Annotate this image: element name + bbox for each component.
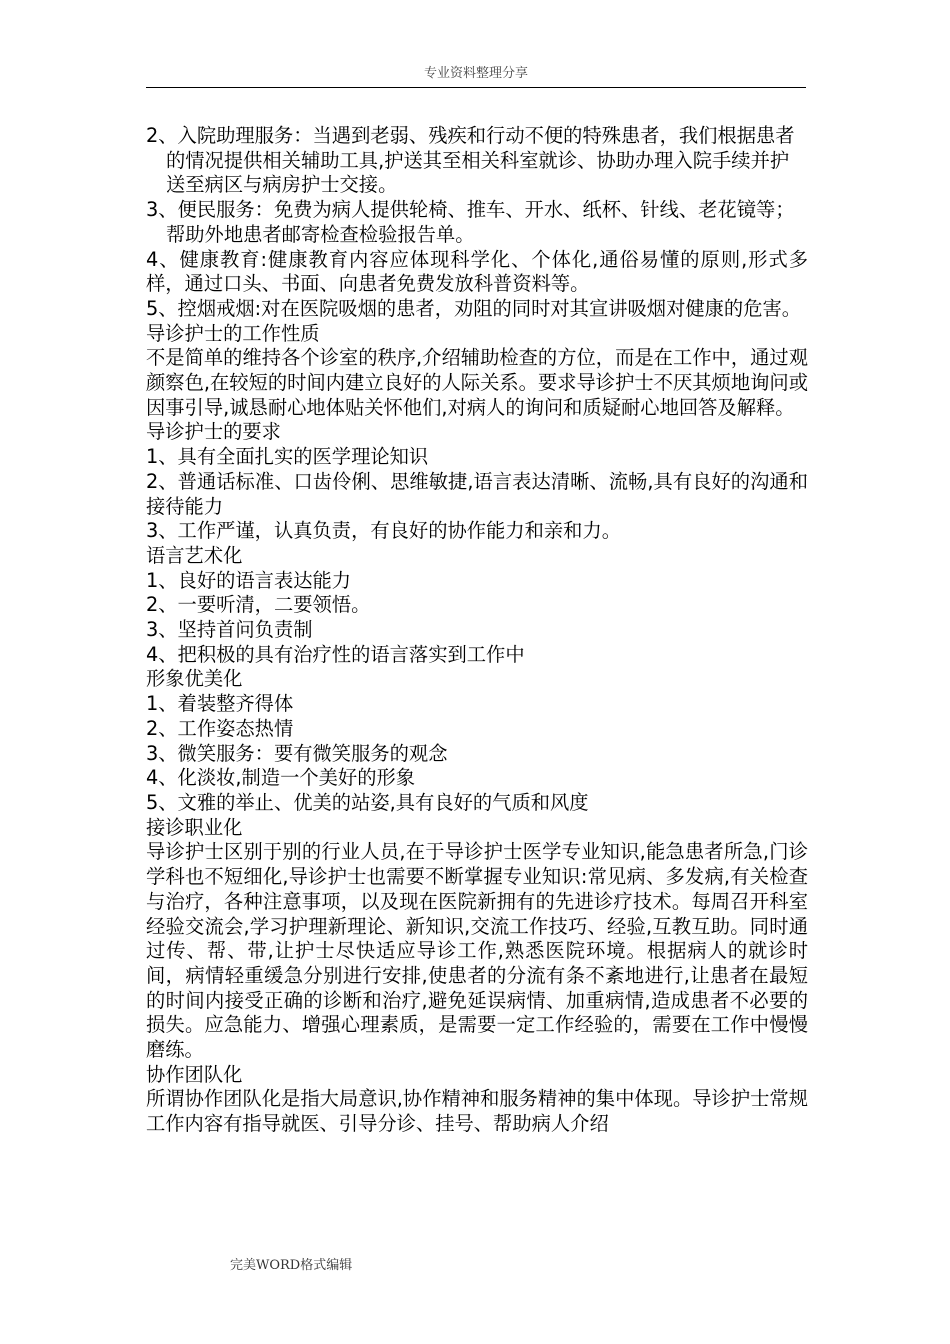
paragraph: 3、微笑服务：要有微笑服务的观念 [146, 741, 448, 765]
paragraph: 导诊护士的工作性质 [146, 321, 320, 345]
paragraph: 所谓协作团队化是指大局意识,协作精神和服务精神的集中体现。导诊护士常规工作内容有指导就医、引导分诊、挂号、帮助病人介绍 [146, 1087, 808, 1136]
paragraph: 4、把积极的具有治疗性的语言落实到工作中 [146, 642, 525, 666]
document-body [146, 124, 808, 1137]
paragraph: 4、健康教育:健康教育内容应体现科学化、个体化,通俗易懂的原则,形式多样，通过口头、书面、向患者免费发放科普资料等。 [146, 247, 808, 296]
paragraph: 形象优美化 [146, 667, 243, 691]
paragraph: 4、化淡妆,制造一个美好的形象 [146, 766, 416, 790]
paragraph: 接诊职业化 [146, 815, 243, 839]
paragraph: 5、控烟戒烟:对在医院吸烟的患者，劝阻的同时对其宣讲吸烟对健康的危害。 [146, 296, 802, 320]
paragraph: 3、工作严谨，认真负责，有良好的协作能力和亲和力。 [146, 519, 622, 543]
paragraph: 不是简单的维持各个诊室的秩序,介绍辅助检查的方位，而是在工作中，通过观颜察色,在较短的时间内建立良好的人际关系。要求导诊护士不厌其烦地询问或因事引导,诚恳耐心地体贴关怀他们,对病人的询问和质疑耐心地回答及解释。 [146, 346, 808, 419]
paragraph: 导诊护士区别于别的行业人员,在于导诊护士医学专业知识,能急患者所急,门诊学科也不短细化,导诊护士也需要不断掌握专业知识:常见病、多发病,有关检查与治疗，各种注意事项，以及现在医院新拥有的先进诊疗技术。每周召开科室经验交流会,学习护理新理论、新知识,交流工作技巧、经验,互教互助。同时通过传、帮、带,让护士尽快适应导诊工作,熟悉医院环境。根据病人的就诊时间，病情轻重缓急分别进行安排,使患者的分流有条不紊地进行,让患者在最短的时间内接受正确的诊断和治疗,避免延误病情、加重病情,造成患者不必要的损失。应急能力、增强心理素质，是需要一定工作经验的，需要在工作中慢慢磨练。 [146, 840, 808, 1062]
paragraph: 2、入院助理服务：当遇到老弱、残疾和行动不便的特殊患者，我们根据患者的情况提供相关辅助工具,护送其至相关科室就诊、协助办理入院手续并护送至病区与病房护士交接。 [146, 124, 795, 197]
paragraph: 导诊护士的要求 [146, 420, 281, 444]
paragraph: 3、便民服务：免费为病人提供轮椅、推车、开水、纸杯、针线、老花镜等；帮助外地患者邮寄检查检验报告单。 [146, 198, 795, 246]
paragraph: 3、坚持首问负责制 [146, 618, 313, 642]
paragraph: 2、工作姿态热情 [146, 716, 294, 740]
page-footer [230, 1254, 352, 1273]
paragraph: 1、着装整齐得体 [146, 692, 294, 716]
paragraph: 语言艺术化 [146, 543, 243, 567]
page-header [146, 62, 806, 88]
paragraph: 1、良好的语言表达能力 [146, 568, 352, 592]
paragraph: 5、文雅的举止、优美的站姿,具有良好的气质和风度 [146, 790, 589, 814]
paragraph: 2、普通话标准、口齿伶俐、思维敏捷,语言表达清晰、流畅,具有良好的沟通和接待能力 [146, 469, 808, 518]
paragraph: 2、一要听清，二要领悟。 [146, 593, 371, 617]
footer-text: 完美WORD格式编辑 [230, 1258, 353, 1273]
paragraph: 协作团队化 [146, 1062, 243, 1086]
paragraph: 1、具有全面扎实的医学理论知识 [146, 445, 429, 469]
header-text: 专业资料整理分享 [423, 66, 528, 81]
